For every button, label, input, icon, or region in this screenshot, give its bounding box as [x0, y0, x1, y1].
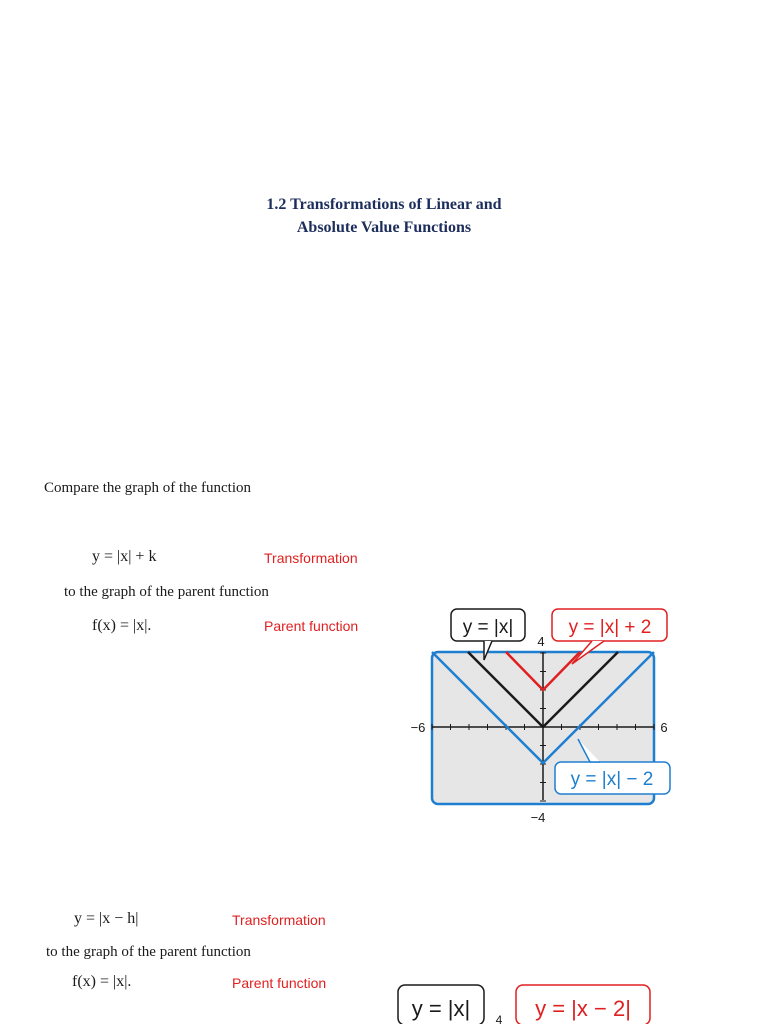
parent-label-1: Parent function [264, 618, 359, 634]
title-line-2: Absolute Value Functions [296, 219, 472, 236]
callout-up-text: y = |x| + 2 [568, 617, 652, 638]
callout-down-text: y = |x| − 2 [570, 769, 654, 790]
graph1-ymin-label: −4 [530, 810, 546, 825]
title-line-1: 1.2 Transformations of Linear and [266, 196, 502, 213]
parent-label-2: Parent function [232, 975, 327, 991]
transformation-label-1: Transformation [264, 550, 358, 566]
parent-equation-2: f(x) = |x|. [72, 973, 132, 990]
parent-equation-1: f(x) = |x|. [92, 617, 152, 634]
connector-text-1: to the graph of the parent function [64, 584, 269, 600]
transformation-equation-2: y = |x − h| [74, 910, 139, 927]
graph1-ymax-label: 4 [537, 634, 545, 649]
transformation-label-2: Transformation [232, 912, 326, 928]
graph2-callout-shift-text: y = |x − 2| [535, 996, 631, 1021]
transformation-equation-1: y = |x| + k [92, 548, 157, 565]
graph1-xmin-label: −6 [410, 720, 426, 735]
graph2-ymax-label: 4 [495, 1013, 503, 1024]
callout-parent-text: y = |x| [462, 617, 514, 638]
connector-text-2: to the graph of the parent function [46, 944, 251, 960]
graph1-xmax-label: 6 [660, 720, 668, 735]
graph2-callout-parent-text: y = |x| [411, 996, 471, 1021]
intro-text: Compare the graph of the function [44, 480, 252, 496]
